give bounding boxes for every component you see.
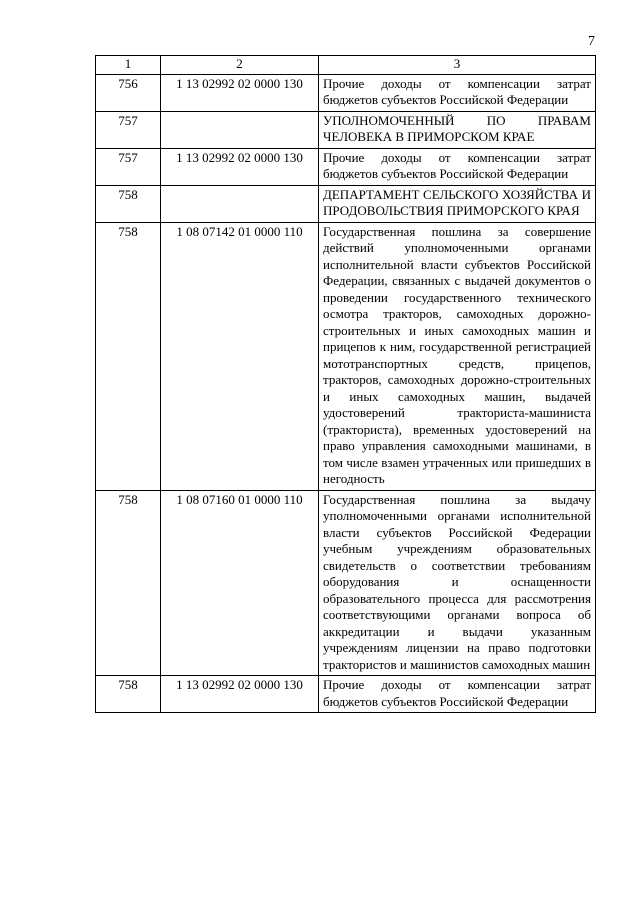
table-row (96, 185, 596, 222)
table-row (96, 676, 596, 713)
description-cell: Государственная пошлина за совершение действий уполномоченными органами исполнительной власти субъектов Российской Федерации, связанных с выдачей документов о проведении государственного технического осмотра тракторов, самоходных дорожно-строительных и иных самоходных машин и прицепов к ним, государственной регистрацией мототранспортных средств, прицепов, тракторов, самоходных дорожно-строительных и иных самоходных машин, выдачей удостоверений тракториста-машиниста (тракториста), временных удостоверений на право управления самоходными машинами, в том числе взамен утраченных или пришедших в негодность (319, 222, 596, 490)
budget-codes-table (95, 55, 596, 713)
description-cell: ДЕПАРТАМЕНТ СЕЛЬСКОГО ХОЗЯЙСТВА И ПРОДОВОЛЬСТВИЯ ПРИМОРСКОГО КРАЯ (319, 185, 596, 222)
column-header-1: 1 (96, 56, 161, 75)
admin-code-cell: 757 (96, 148, 161, 185)
table-row (96, 222, 596, 490)
admin-code-cell: 758 (96, 185, 161, 222)
kbk-code-cell: 1 08 07160 01 0000 110 (161, 490, 319, 676)
description-cell: Государственная пошлина за выдачу уполномоченными органами исполнительной власти субъектов Российской Федерации учебным учреждениям образовательных свидетельств о соответствии требованиям оборудования и оснащенности образовательного процесса для рассмотрения соответствующими органами вопроса об аккредитации и выдачи указанным учреждениям лицензии на право подготовки трактористов и машинистов самоходных машин (319, 490, 596, 676)
kbk-code-cell: 1 13 02992 02 0000 130 (161, 148, 319, 185)
kbk-code-cell (161, 185, 319, 222)
description-cell: Прочие доходы от компенсации затрат бюджетов субъектов Российской Федерации (319, 676, 596, 713)
table-row (96, 490, 596, 676)
description-cell: УПОЛНОМОЧЕННЫЙ ПО ПРАВАМ ЧЕЛОВЕКА В ПРИМОРСКОМ КРАЕ (319, 111, 596, 148)
kbk-code-cell: 1 08 07142 01 0000 110 (161, 222, 319, 490)
kbk-code-cell (161, 111, 319, 148)
column-header-2: 2 (161, 56, 319, 75)
admin-code-cell: 758 (96, 490, 161, 676)
table-row (96, 148, 596, 185)
column-header-3: 3 (319, 56, 596, 75)
description-cell: Прочие доходы от компенсации затрат бюджетов субъектов Российской Федерации (319, 74, 596, 111)
table-row (96, 111, 596, 148)
admin-code-cell: 758 (96, 676, 161, 713)
table-header-row (96, 56, 596, 75)
admin-code-cell: 758 (96, 222, 161, 490)
page-number: 7 (588, 34, 595, 49)
kbk-code-cell: 1 13 02992 02 0000 130 (161, 676, 319, 713)
description-cell: Прочие доходы от компенсации затрат бюджетов субъектов Российской Федерации (319, 148, 596, 185)
kbk-code-cell: 1 13 02992 02 0000 130 (161, 74, 319, 111)
admin-code-cell: 756 (96, 74, 161, 111)
admin-code-cell: 757 (96, 111, 161, 148)
table-row (96, 74, 596, 111)
